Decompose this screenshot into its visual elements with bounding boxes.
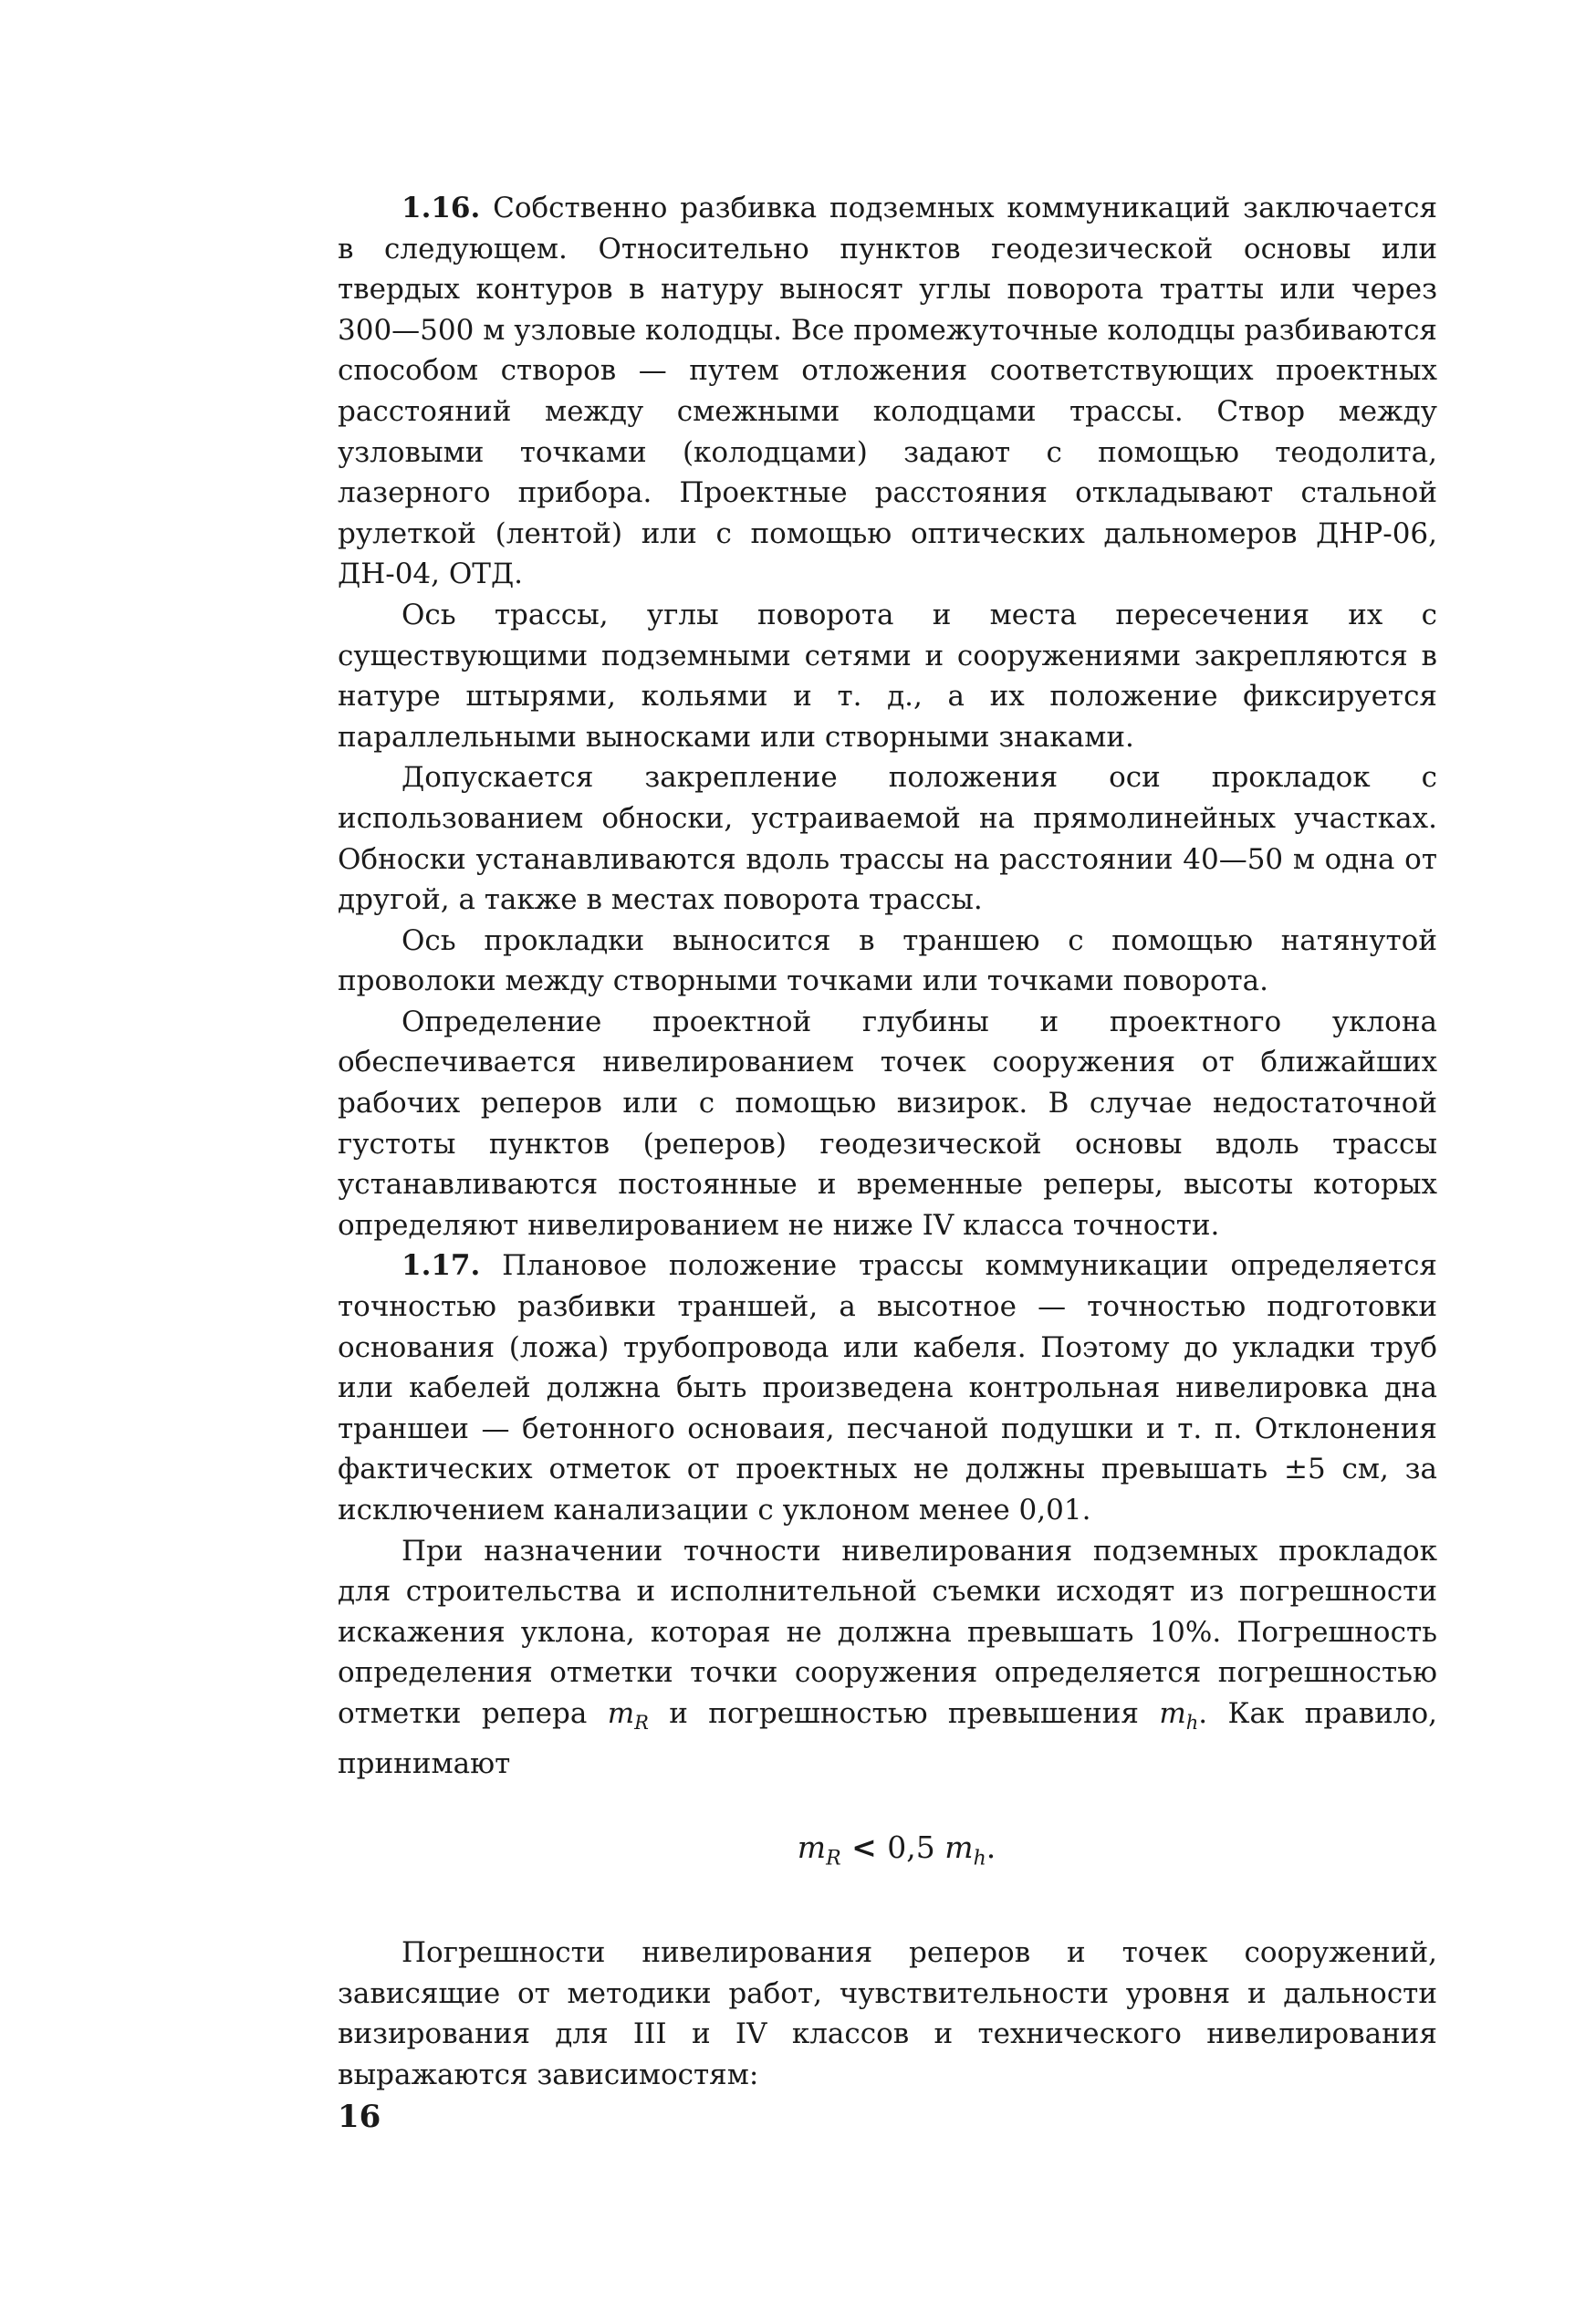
formula-rhs-sub: h — [973, 1847, 986, 1871]
symbol-m-h — [1159, 1696, 1199, 1735]
formula-operator: < — [840, 1829, 888, 1866]
formula-lhs: m — [797, 1829, 827, 1866]
formula-end: . — [986, 1829, 996, 1866]
paragraph-text-c: . Как правило, принимают — [338, 1696, 1437, 1780]
paragraph-1-16 — [338, 188, 1437, 595]
paragraph-depth-slope: Определение проектной глубины и проектного уклона обеспечивается нивелированием точек сооружения от ближайших рабочих реперов или с помощью визирок. В случае недостаточной густоты пунктов (реперов) геодезической основы вдоль трассы устанавливаются постоянные и временные реперы, высоты которых определяют нивелированием не ниже IV класса точности. — [338, 1005, 1437, 1242]
paragraph-route-axis: Ось трассы, углы поворота и места пересечения их с существующими подземными сетями и сооружениями закрепляются в натуре штырями, кольями и т. д., а их положение фиксируется параллельными выносками или створными знаками. — [338, 598, 1437, 754]
paragraph-errors: Погрешности нивелирования реперов и точек сооружений, зависящие от методики работ, чувствительности уровня и дальности визирования для III и IV классов и технического нивелирования выражаются зависимостям: — [338, 1935, 1437, 2091]
section-number: 1.16. — [402, 192, 481, 224]
paragraph-text: Плановое положение трассы коммуникации определяется точностью разбивки траншей, а высотное — точностью подготовки основания (ложа) трубопровода или кабеля. Поэтому до укладки труб или кабелей должна быть произведена контрольная нивелировка дна траншеи — бетонного основаия, песчаной подушки и т. п. Отклонения фактических отметок от проектных не должны превышать ±5 см, за исключением канализации с уклоном менее 0,01. — [338, 1249, 1437, 1527]
section-number: 1.17. — [402, 1249, 481, 1283]
paragraph-text-b: и погрешностью превышения — [648, 1696, 1160, 1730]
formula-lhs-sub: R — [826, 1847, 841, 1871]
symbol-subscript: R — [634, 1712, 649, 1735]
page-number: 16 — [338, 2099, 381, 2135]
symbol-m-r — [607, 1696, 649, 1735]
symbol-letter: m — [1159, 1696, 1186, 1730]
formula-rhs: m — [944, 1829, 974, 1866]
formula — [338, 1828, 1437, 1880]
paragraph-trench-axis: Ось прокладки выносится в траншею с помощью натянутой проволоки между створными точками или точками поворота. — [338, 923, 1437, 998]
paragraph-accuracy — [338, 1531, 1437, 1785]
symbol-subscript: h — [1185, 1712, 1199, 1735]
page-body — [338, 188, 1437, 2095]
paragraph-1-17 — [338, 1245, 1437, 1530]
paragraph-text-a: При назначении точности нивелирования подземных прокладок для строительства и исполнительной съемки исходят из погрешности искажения уклона, которая не должна превышать 10%. Погрешность определения отметки точки сооружения определяется погрешностью отметки репера — [338, 1534, 1437, 1730]
paragraph-fencing: Допускается закрепление положения оси прокладок с использованием обноски, устраиваемой на прямолинейных участках. Обноски устанавливаются вдоль трассы на расстоянии 40—50 м одна от другой, а также в местах поворота трассы. — [338, 761, 1437, 917]
formula-coefficient: 0,5 — [887, 1829, 945, 1866]
symbol-letter: m — [607, 1696, 635, 1730]
paragraph-text: Собственно разбивка подземных коммуникаций заключается в следующем. Относительно пунктов геодезической основы или твердых контуров в натуру выносят углы поворота тратты или через 300—500 м узловые колодцы. Все промежуточные колодцы разбиваются способом створов — путем отложения соответствующих проектных расстояний между смежными колодцами трассы. Створ между узловыми точками (колодцами) задают с помощью теодолита, лазерного прибора. Проектные расстояния откладывают стальной рулеткой (лентой) или с помощью оптических дальномеров ДНР-06, ДН-04, ОТД. — [338, 192, 1437, 591]
